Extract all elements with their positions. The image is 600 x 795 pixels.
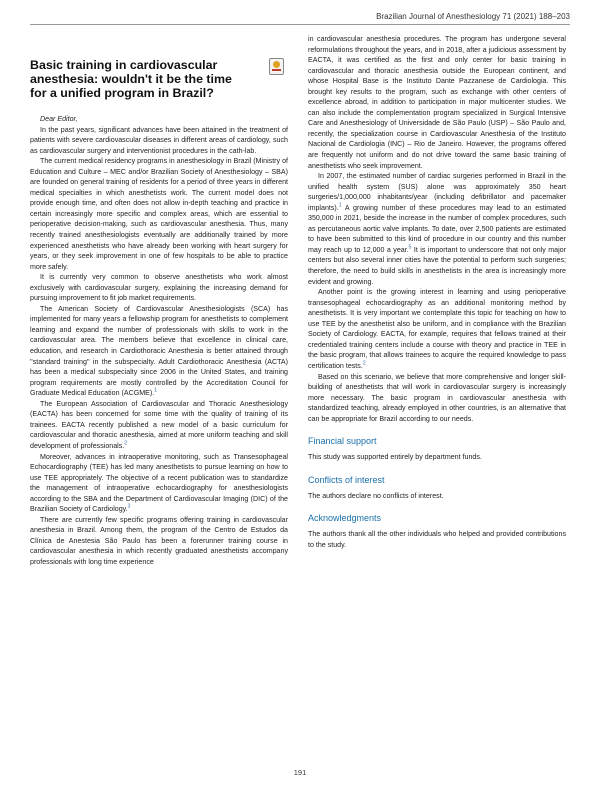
paragraph	[30, 304, 288, 399]
salutation: Dear Editor,	[40, 115, 78, 123]
paragraph-text: The European Association of Cardiovascular and Thoracic Anesthesiology (EACTA) has been concerned for some time with the quality of training of its trainees. EACTA recently published a new model of a basic curriculum for cardiovascular and thoracic anesthesia, aimed at more uniform teaching and skill development of professionals.	[30, 399, 288, 450]
financial-support-text: This study was supported entirely by department funds.	[308, 453, 482, 462]
left-column	[30, 34, 288, 568]
paragraph	[30, 399, 288, 452]
page-number: 191	[293, 768, 307, 777]
paragraph	[308, 171, 566, 287]
article-title-text: Basic training in cardiovascular anesthesia: wouldn't it be the time for a unified program in Brazil?	[30, 58, 232, 100]
acknowledgments-text: The authors thank all the other individuals who helped and provided contributions to the study.	[308, 530, 566, 549]
check-for-updates-icon[interactable]	[269, 58, 284, 75]
paragraph-text: The American Society of Cardiovascular Anesthesiologists (SCA) has implemented for many years a fellowship program for anesthetists to complement learning and expand the number of professionals with skills to work in the cardiovascular area. The members believe that excellence in clinical care, education, and research in Cardiothoracic Anesthesia is better attained through ''standard training'' in the subspecialty. Adult Cardiothoracic Anesthesia (ACTA) has been a medical subspecialty since 2006 in the United States, and training program requirements are mostly controlled by the Accreditation Council for Graduate Medical Education (ACGME).	[30, 304, 288, 398]
citation-link[interactable]: 1	[154, 387, 157, 394]
paragraph-text: Moreover, advances in intraoperative monitoring, such as Transesophageal Echocardiography (TEE) has led many anesthetists to pursue learning on how to use TEE appropriately. The objective of a recent publication was to standardize the management of intraoperative echocardiography for anesthesiologists according to the SBA and the Department of Cardiovascular Imaging (DIC) of the Brazilian Society of Cardiology.	[30, 452, 288, 514]
paragraph-text: In 2007, the estimated number of cardiac surgeries performed in Brazil in the unified health system (SUS) alone was approximately 350 heart surgeries/1,000,000 inhabitants/year (including defibrillator and pacemaker implants).	[308, 172, 566, 212]
paragraph-text: A growing number of these procedures may lead to an estimated 350,000 in 2021, beside the increase in the number of complex procedures, such as percutaneous aortic valve implants. To date, over 2,500 patients are estimated to have been submitted to this kind of procedure in our country and this number may reach up to 12,000 a year.	[308, 203, 566, 254]
citation-link[interactable]: 5	[408, 244, 412, 251]
right-column	[308, 34, 566, 550]
paragraph	[308, 287, 566, 371]
financial-support-heading: Financial support	[308, 436, 377, 447]
running-header: Brazilian Journal of Anesthesiology 71 (2021) 188–203	[376, 12, 570, 21]
paragraph: In the past years, significant advances have been attained in the treatment of patients with severe cardiovascular diseases in different areas of cardiology, such as cardiovascular surgery and interventionist procedures in the cath-lab.	[30, 125, 288, 155]
conflicts-text: The authors declare no conflicts of interest.	[308, 491, 444, 500]
citation-link[interactable]: 1	[338, 202, 342, 209]
conflicts-heading: Conflicts of interest	[308, 474, 385, 485]
header-divider	[30, 24, 570, 25]
paragraph-text: It is important to underscore that not only major centers but also several inner cities have the potential to perform such surgeries; therefore, the need to build skills in anesthetists in the area is increasingly more evident and growing.	[308, 245, 566, 286]
paragraph: There are currently few specific programs offering training in cardiovascular anesthesia in Brazil. Among them, the program of the Centro de Estudos da Clínica de Anestesia São Paulo has been a forerunner training course in cardiovascular anesthesia in which recently graduated anesthetists accompany professionals with long time experience	[30, 515, 288, 566]
paragraph: in cardiovascular anesthesia procedures. The program has undergone several reformulations throughout the years, and in 2018, after a judicious assessment by EACTA, it was certified as the first and only center for basic training in cardiovascular and thoracic anesthesia outside the European continent, and whose Hospital Base is the Instituto Dante Pazzanese de Cardiologia. This brought key results to the program, such as exchange with other centers of excellence abroad, in addition to participation in major multicenter studies. We can also include the complementation program specialized in Surgical Intensive Care and Anesthesiology of Universidade de São Paulo (USP) – São Paulo and, recently, the specialization course in Cardiovascular Anesthesia of the Instituto Nacional de Cardiologia (INC) – Rio de Janeiro. However, the programs offered are frequently not uniform and do not drive toward the same basic training of anesthetists who seek improvement.	[308, 35, 566, 170]
article-title	[30, 58, 288, 100]
paragraph: Based on this scenario, we believe that more comprehensive and longer skill-building of anesthetists that will work in cardiovascular surgery is increasingly more necessary. The basic program in cardiovascular anesthesia with standardized teaching, already employed in other countries, is an alternative that can be appropriate for Brazil according to our needs.	[308, 372, 566, 423]
citation-link[interactable]: 3	[127, 503, 131, 510]
paragraph: The current medical residency programs in anesthesiology in Brazil (Ministry of Education and Culture – MEC and/or Brazilian Society of Anesthesiology – SBA) are founded on general training of residents for a period of three years in different medical specialties in which anesthetists work. The current model does not provide enough time, and often does not allow in-depth teaching and practice in certain increasingly more specific and complex areas, which are essential to perioperative decision-making, such as cardiovascular anesthesia. Thus, many recently trained anesthesiologists eventually are additionally trained by more experienced anesthetists who have already been working with heart surgery for years, or they seek improvement in one of few hospitals to be able to practice more safely.	[30, 157, 288, 271]
acknowledgments-heading: Acknowledgments	[308, 513, 382, 524]
paragraph	[30, 452, 288, 515]
paragraph-text: Another point is the growing interest in learning and using perioperative transesophageal echocardiography as an additional monitoring method by anesthetists. It is very important we contemplate this topic for teaching on how to use TEE by the anesthetist also be uniform, and in compliance with the Brazilian Society of Cardiology. EACTA, for example, requires that fellows trained at their credentialed training centers include a course with theory and practice in TEE in the basic program, that allows trainees to acquire the required knowledge to pass certification tests.	[308, 288, 566, 370]
citation-link[interactable]: 2	[124, 440, 128, 447]
paragraph: It is currently very common to observe anesthetists who work almost exclusively with cardiovascular surgery, explaining the increasing demand for pursuing improvement to fit job market requirements.	[30, 273, 288, 303]
citation-link[interactable]: 2	[362, 360, 366, 367]
